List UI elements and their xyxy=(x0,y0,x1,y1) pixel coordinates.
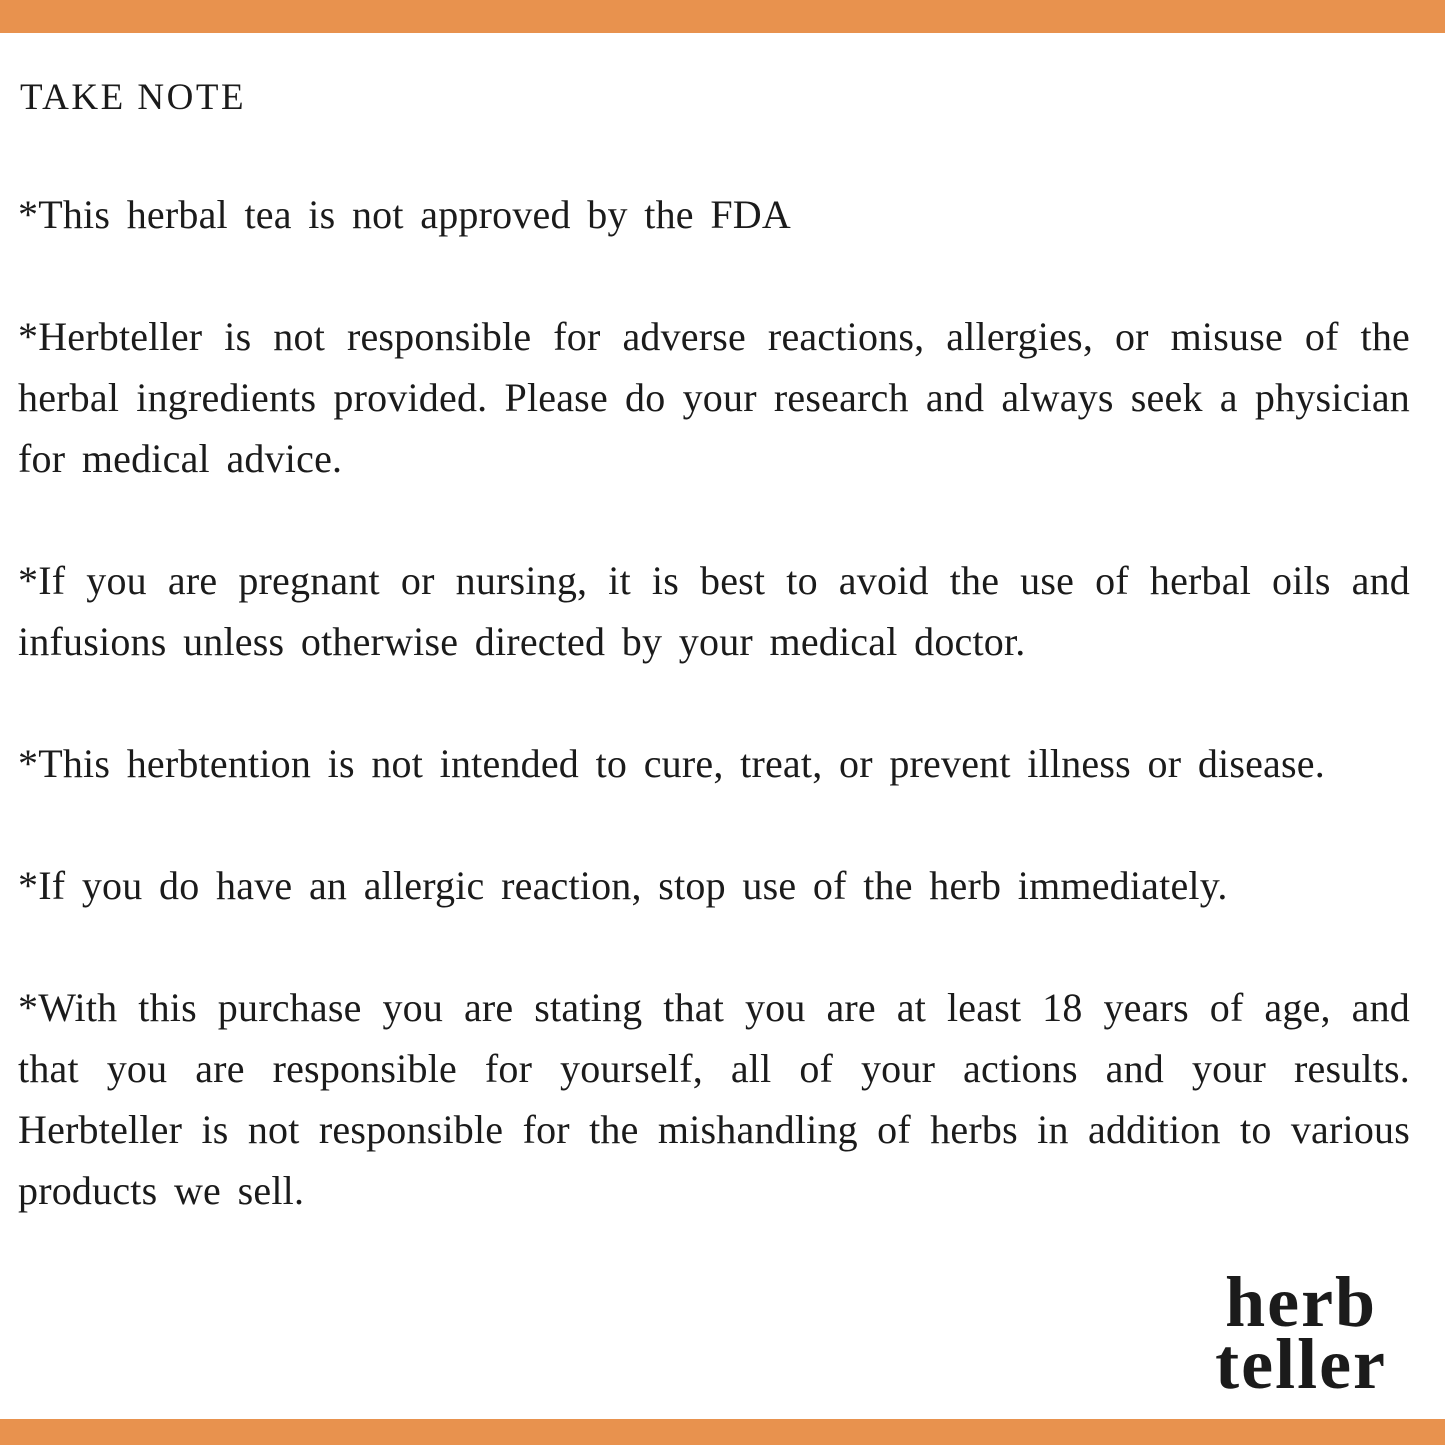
page-title: TAKE NOTE xyxy=(20,77,247,118)
logo-line-teller: teller xyxy=(1215,1324,1387,1404)
disclaimer-paragraph: *If you are pregnant or nursing, it is best to avoid the use of herbal oils and infusions unless otherwise directed by your medical doctor. xyxy=(18,558,1410,664)
herbteller-logo xyxy=(1215,1262,1387,1404)
disclaimer-paragraph: *This herbtention is not intended to cure, treat, or prevent illness or disease. xyxy=(18,741,1325,786)
disclaimer-paragraph: *Herbteller is not responsible for adverse reactions, allergies, or misuse of the herbal ingredients provided. Please do your research and always seek a physician for medical advice. xyxy=(18,314,1410,481)
top-accent-bar xyxy=(0,0,1445,33)
bottom-accent-bar xyxy=(0,1419,1445,1445)
disclaimer-paragraph: *If you do have an allergic reaction, stop use of the herb immediately. xyxy=(18,863,1228,908)
disclaimer-paragraph: *With this purchase you are stating that you are at least 18 years of age, and that you are responsible for yourself, all of your actions and your results. Herbteller is not responsible for the mishandling of herbs in addition to various products we sell. xyxy=(18,985,1410,1213)
disclaimer-content xyxy=(18,33,1410,1221)
disclaimer-paragraph: *This herbal tea is not approved by the FDA xyxy=(18,192,791,237)
logo-line-herb: herb xyxy=(1225,1262,1378,1342)
